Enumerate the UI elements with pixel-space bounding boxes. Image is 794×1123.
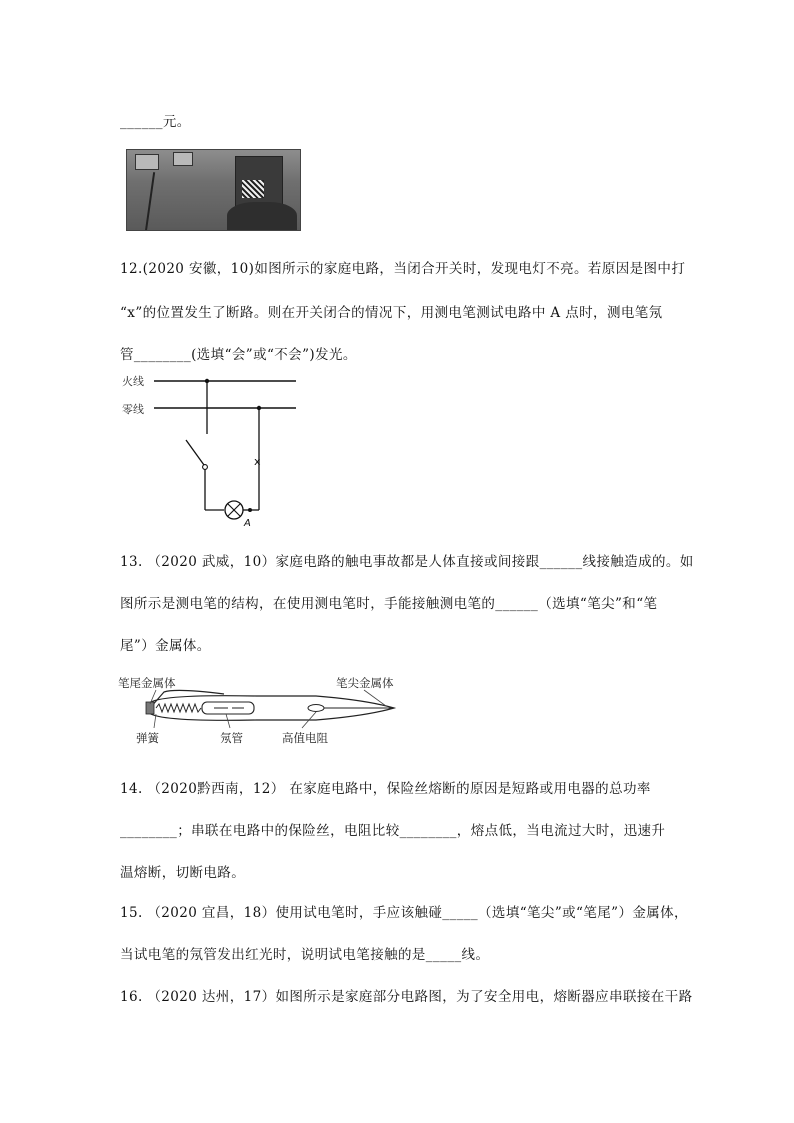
question-15-line-2: 当试电笔的氖管发出红光时，说明试电笔接触的是_____线。 [120,947,490,963]
switch-contact [203,465,208,470]
answer-blank-line: ______元。 [120,114,191,130]
live-wire-label: 火线 [122,375,144,388]
question-12-line-2: “x”的位置发生了断路。则在开关闭合的情况下，用测电笔测试电路中 A 点时，测电笔氖 [120,305,663,321]
charging-photo [126,149,301,231]
spring-label: 弹簧 [136,731,159,745]
question-13-line-3: 尾”）金属体。 [120,638,211,654]
break-mark: x [254,455,261,468]
question-13-line-1: 13. （2020 武威，10）家庭电路的触电事故都是人体直接或间接跟______线接触造成的。如 [120,554,694,570]
question-12-line-3: 管________(选填“会”或“不会”)发光。 [120,347,357,363]
neutral-wire-label: 零线 [122,403,144,416]
point-a-label: A [244,518,251,529]
question-14-line-3: 温熔断，切断电路。 [120,865,246,881]
neon-tube-label: 氖管 [220,731,243,745]
point-a-dot [248,508,252,512]
tail-metal-label: 笔尾金属体 [118,676,176,690]
question-16-line-1: 16. （2020 达州，17）如图所示是家庭部分电路图，为了安全用电，熔断器应串联接在干路 [120,989,693,1005]
question-15-line-1: 15. （2020 宜昌，18）使用试电笔时，手应该触碰_____（选填“笔尖”或“笔尾”）金属体， [120,905,688,921]
qr-code-icon [242,180,264,198]
tip-metal-label: 笔尖金属体 [336,676,394,690]
resistor-icon [308,705,324,712]
test-pen-diagram [116,674,406,746]
household-circuit-diagram [118,368,308,530]
question-14-line-1: 14. （2020黔西南，12） 在家庭电路中，保险丝熔断的原因是短路或用电器的总功率 [120,781,651,797]
resistor-label: 高值电阻 [282,731,328,745]
question-13-line-2: 图所示是测电笔的结构，在使用测电笔时，手能接触测电笔的______（选填“笔尖”和“笔 [120,596,658,612]
question-14-line-2: ________；串联在电路中的保险丝，电阻比较________，熔点低，当电流过大时，迅速升 [120,823,666,839]
question-12-line-1: 12.(2020 安徽，10)如图所示的家庭电路，当闭合开关时，发现电灯不亮。若原因是图中打 [120,261,686,277]
switch-lever [186,440,204,465]
